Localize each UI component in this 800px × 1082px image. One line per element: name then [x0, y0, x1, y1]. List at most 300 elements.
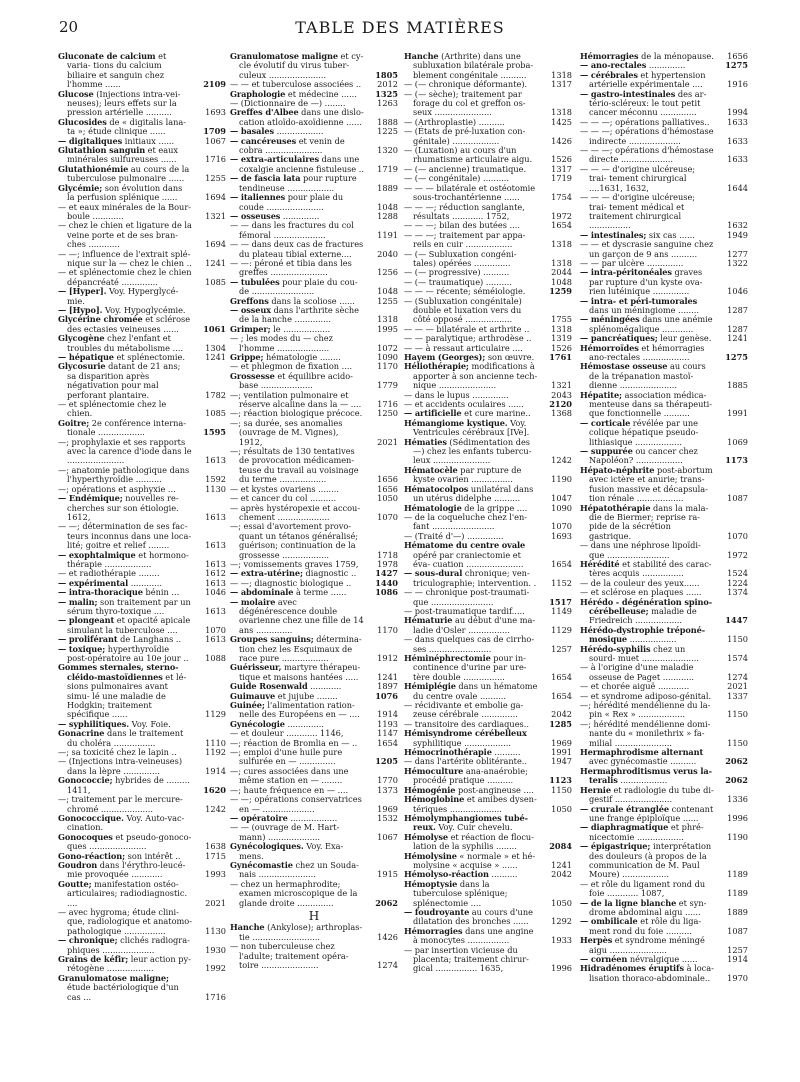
page-reference[interactable]: 2021: [377, 436, 398, 447]
page-reference[interactable]: 1996: [727, 812, 748, 823]
page-reference[interactable]: 1123: [549, 775, 572, 786]
index-entry: [580, 899, 748, 918]
page-reference[interactable]: 2021: [727, 681, 748, 692]
page-reference[interactable]: 1076: [375, 690, 398, 701]
page-reference[interactable]: 1613: [205, 511, 226, 522]
index-entry: [58, 250, 226, 269]
page-reference[interactable]: 1069: [727, 436, 748, 447]
entry-text: [580, 446, 698, 465]
page-reference[interactable]: 1933: [551, 935, 572, 946]
page-reference[interactable]: 1130: [205, 925, 226, 936]
entry-text: [404, 634, 534, 653]
page-reference[interactable]: 1050: [377, 493, 398, 504]
index-entry: [58, 776, 226, 795]
page-reference[interactable]: 1969: [551, 737, 572, 748]
entry-heading: Gonococcique.: [58, 812, 124, 823]
index-entry: [230, 240, 398, 259]
page-reference[interactable]: 1173: [725, 455, 748, 466]
page-reference[interactable]: 1613: [205, 558, 226, 569]
page-reference[interactable]: 1288: [377, 210, 398, 221]
page-reference[interactable]: 1170: [377, 624, 398, 635]
page-reference[interactable]: 1318: [551, 239, 572, 250]
page-reference[interactable]: 1318: [551, 107, 572, 118]
entry-description: dans une coxalgie ancienne fistuleuse ..: [239, 154, 364, 174]
index-entry: [580, 447, 748, 466]
index-entry: [58, 184, 226, 203]
page-reference[interactable]: 1970: [727, 972, 748, 983]
page-reference[interactable]: 1070: [205, 624, 226, 635]
entry-text: [580, 390, 712, 419]
index-entry: [404, 682, 572, 701]
page-reference[interactable]: 1654: [551, 690, 572, 701]
page-reference[interactable]: 1373: [377, 784, 398, 795]
page-reference[interactable]: 1693: [551, 530, 572, 541]
index-entry: [58, 908, 226, 936]
entry-text: [404, 851, 535, 870]
page-reference[interactable]: 1693: [205, 107, 226, 118]
page-reference[interactable]: 1088: [205, 653, 226, 663]
entry-description: interprétation des douleurs (à propos de la communication de M. Paul Moure) ..................: [589, 841, 712, 880]
page-reference[interactable]: 1085: [205, 276, 226, 287]
page-reference[interactable]: 1241: [551, 859, 572, 870]
page-reference[interactable]: 1150: [727, 709, 748, 720]
entry-text: [580, 361, 706, 390]
page-reference[interactable]: 1242: [205, 803, 226, 814]
entry-description: et cure marine..: [461, 408, 531, 419]
page-reference[interactable]: 2062: [375, 897, 398, 908]
entry-text: [580, 804, 713, 823]
page-reference[interactable]: 1694: [205, 239, 226, 250]
page-reference[interactable]: 1321: [551, 380, 572, 391]
page-reference[interactable]: 1149: [551, 605, 572, 616]
entry-description: — et splénectomie chez le chien.: [58, 399, 167, 419]
page-reference[interactable]: 1317: [551, 163, 572, 174]
page-reference[interactable]: 1930: [205, 944, 226, 955]
page-reference[interactable]: 1949: [727, 229, 748, 240]
page-reference[interactable]: 1654: [551, 558, 572, 569]
page-reference[interactable]: 2062: [725, 775, 748, 786]
page-reference[interactable]: 1991: [727, 408, 748, 419]
page-reference[interactable]: 1048: [377, 201, 398, 212]
page-reference[interactable]: 1337: [727, 690, 748, 701]
entry-text: [404, 587, 529, 606]
page-reference[interactable]: 1888: [377, 116, 398, 127]
entry-text: [580, 822, 704, 841]
entry-heading: Hépatite;: [580, 389, 622, 400]
entry-text: [58, 183, 182, 202]
page-reference[interactable]: 1709: [203, 126, 226, 137]
page-reference[interactable]: 1440: [375, 577, 398, 588]
page-reference[interactable]: 1654: [551, 671, 572, 682]
page-reference[interactable]: 1782: [205, 389, 226, 400]
page-reference[interactable]: 1241: [205, 352, 226, 362]
page-reference[interactable]: 1086: [375, 587, 398, 598]
page-reference[interactable]: 1969: [377, 803, 398, 814]
entry-description: —; opérations et asphyxie ...: [58, 483, 176, 494]
page-reference[interactable]: 1526: [551, 342, 572, 353]
entry-heading: Guérisseur,: [230, 662, 282, 673]
page-reference[interactable]: 1336: [727, 794, 748, 805]
page-reference[interactable]: 1224: [727, 577, 748, 588]
page-reference[interactable]: 1656: [377, 474, 398, 485]
page-reference[interactable]: 1274: [377, 960, 398, 970]
entry-heading: Graphologie: [230, 88, 286, 99]
entry-heading: — intestinales;: [580, 229, 647, 240]
page-reference[interactable]: 1070: [551, 521, 572, 532]
entry-heading: — épigastrique;: [580, 841, 651, 852]
index-entry: [230, 861, 398, 880]
page-reference[interactable]: 1304: [205, 342, 226, 353]
entry-heading: Hématologie: [404, 502, 462, 513]
page-reference[interactable]: 1915: [377, 869, 398, 880]
entry-text: [404, 126, 525, 145]
index-column-3: [404, 52, 572, 974]
entry-description: son traitement par un sérum thyro-toxique ....: [67, 596, 191, 616]
page-reference[interactable]: 1150: [727, 634, 748, 645]
page-reference[interactable]: 1292: [551, 916, 572, 927]
entry-heading: Goutte;: [58, 878, 92, 889]
page-reference[interactable]: 1633: [727, 135, 748, 146]
entry-heading: Hémolyse: [404, 831, 448, 842]
page-reference[interactable]: 1526: [551, 154, 572, 165]
entry-heading: — foudroyante: [404, 906, 470, 917]
page-reference[interactable]: 2021: [205, 897, 226, 908]
entry-description: —; hérédité mendélienne du la- pin « Rex » ..................: [580, 700, 711, 720]
page-reference[interactable]: 1087: [727, 493, 748, 504]
entry-heading: — toxique;: [58, 643, 106, 654]
entry-text: [404, 202, 525, 221]
entry-text: [580, 841, 711, 879]
index-entry: [404, 927, 572, 946]
page-reference[interactable]: 1754: [551, 192, 572, 203]
page-reference[interactable]: 2042: [551, 709, 572, 720]
page-reference[interactable]: 2084: [549, 841, 572, 852]
running-header: [0, 18, 800, 42]
entry-heading: Groupes sanguins;: [230, 634, 314, 645]
page-reference[interactable]: 1613: [205, 540, 226, 551]
page-reference[interactable]: 1277: [727, 248, 748, 259]
page-reference[interactable]: 1889: [377, 182, 398, 193]
page-reference[interactable]: 1656: [727, 51, 748, 61]
page-reference[interactable]: 1592: [205, 474, 226, 485]
entry-description: son intérêt ..: [125, 850, 181, 861]
page-reference[interactable]: 1287: [727, 304, 748, 315]
entry-description: ..................: [627, 634, 677, 645]
index-column-2: [230, 52, 398, 970]
index-entry: [58, 287, 226, 306]
page-reference[interactable]: 1995: [377, 323, 398, 334]
page-reference[interactable]: 1321: [205, 210, 226, 221]
page-reference[interactable]: 2062: [725, 756, 748, 767]
index-entry: [58, 974, 226, 1002]
page-reference[interactable]: 1978: [377, 558, 398, 569]
entry-description: — — paralytique; arthrodèse ..: [404, 333, 532, 344]
entry-heading: — ombilicale: [580, 916, 638, 927]
page-reference[interactable]: 1241: [727, 333, 748, 344]
page-reference[interactable]: 1996: [551, 963, 572, 974]
page-reference[interactable]: 1613: [205, 634, 226, 645]
page-reference[interactable]: 1205: [375, 756, 398, 767]
page-reference[interactable]: 1719: [377, 163, 398, 174]
page-reference[interactable]: 1654: [377, 737, 398, 748]
page-reference[interactable]: 1613: [205, 455, 226, 466]
page-reference[interactable]: 1225: [377, 126, 398, 137]
page-reference[interactable]: 1574: [727, 653, 748, 663]
page-reference[interactable]: 1322: [727, 257, 748, 268]
entry-description: graves par rupture d'un kyste ova- rien lutéinique ..............: [589, 267, 703, 297]
index-entry: [58, 268, 226, 287]
page-reference[interactable]: 1318: [551, 257, 572, 268]
page-reference[interactable]: 1426: [551, 135, 572, 146]
page-reference[interactable]: 1150: [551, 784, 572, 795]
page-reference[interactable]: 1110: [205, 737, 226, 748]
page-reference[interactable]: 1067: [205, 135, 226, 146]
entry-heading: Granulomatose maligne: [230, 51, 338, 61]
entry-description: —; sa toxicité chez le lapin ..: [58, 747, 177, 758]
page-reference[interactable]: 1061: [203, 323, 226, 334]
page-reference[interactable]: 1067: [377, 831, 398, 842]
page-reference[interactable]: 1991: [551, 747, 572, 758]
page-reference[interactable]: 1654: [551, 220, 572, 231]
page-reference[interactable]: 1047: [551, 493, 572, 504]
page-reference[interactable]: 1947: [551, 756, 572, 767]
page-reference[interactable]: 1129: [551, 624, 572, 635]
page-reference[interactable]: 1613: [205, 577, 226, 588]
entry-text: [230, 136, 345, 155]
entry-text: [58, 493, 179, 522]
page-reference[interactable]: 2040: [377, 248, 398, 259]
page-reference[interactable]: 1368: [551, 408, 572, 419]
page-reference[interactable]: 1287: [727, 323, 748, 334]
page-reference[interactable]: 1257: [727, 944, 748, 955]
page-reference[interactable]: 1715: [205, 850, 226, 861]
page-reference[interactable]: 1318: [377, 314, 398, 325]
page-reference[interactable]: 1070: [377, 511, 398, 522]
entry-heading: — syphilitiques.: [58, 718, 130, 729]
page-reference[interactable]: 1263: [377, 98, 398, 109]
page-reference[interactable]: 1070: [727, 530, 748, 541]
page-reference[interactable]: 1426: [377, 931, 398, 942]
page-reference[interactable]: 1716: [205, 154, 226, 165]
page-reference[interactable]: 1517: [549, 596, 572, 607]
page-reference[interactable]: 1241: [377, 671, 398, 682]
entry-heading: — expérimental: [58, 577, 129, 588]
page-reference[interactable]: 1259: [549, 286, 572, 297]
page-reference[interactable]: 1319: [551, 333, 572, 344]
entry-description: — chez un hermaphrodite; examen microscopique de la glande droite ..............: [230, 878, 358, 908]
entry-heading: Gonococcie;: [58, 775, 113, 786]
entry-heading: Gono-réaction;: [58, 850, 126, 861]
index-entry: [580, 344, 748, 363]
page-reference[interactable]: 1191: [377, 229, 398, 240]
page-reference[interactable]: 1130: [205, 483, 226, 494]
page-reference[interactable]: 1241: [205, 257, 226, 268]
entry-text: [580, 559, 712, 578]
index-entry: [580, 786, 748, 805]
page-reference[interactable]: 1318: [551, 69, 572, 80]
page-reference[interactable]: 1050: [551, 803, 572, 814]
page-reference[interactable]: 1256: [377, 267, 398, 278]
page-reference[interactable]: 1320: [377, 145, 398, 156]
page-reference[interactable]: 1885: [727, 380, 748, 391]
page-reference[interactable]: 1374: [727, 587, 748, 598]
entry-description: — (— congénitale) ..........: [404, 173, 509, 184]
entry-text: [58, 813, 184, 832]
page-reference[interactable]: 1914: [205, 765, 226, 776]
index-entry: [404, 701, 572, 720]
page-reference[interactable]: 1972: [551, 210, 572, 221]
page-reference[interactable]: 2120: [549, 399, 572, 410]
page-reference[interactable]: 1242: [551, 455, 572, 466]
entry-text: [230, 634, 362, 663]
page-reference[interactable]: 1993: [205, 869, 226, 880]
page-reference[interactable]: 1255: [205, 173, 226, 184]
index-entry: [404, 184, 572, 203]
page-reference[interactable]: 1613: [205, 605, 226, 616]
page-reference[interactable]: 1193: [377, 718, 398, 729]
page-reference[interactable]: 1633: [727, 116, 748, 127]
page-reference[interactable]: 1285: [549, 718, 572, 729]
entry-description: Voy. Foie.: [129, 718, 171, 729]
page-reference[interactable]: 1046: [727, 286, 748, 297]
page-reference[interactable]: 1779: [377, 380, 398, 391]
page-reference[interactable]: 2042: [551, 869, 572, 880]
page-reference[interactable]: 1612: [205, 568, 226, 579]
page-reference[interactable]: 1152: [551, 577, 572, 588]
page-reference[interactable]: 1048: [377, 286, 398, 297]
entry-description: ..............: [646, 60, 686, 71]
entry-text: [580, 164, 695, 193]
page-reference[interactable]: 1325: [375, 88, 398, 99]
page-reference[interactable]: 1972: [727, 549, 748, 560]
entry-heading: Hémostase osseuse: [580, 361, 668, 372]
page-reference[interactable]: 2012: [377, 79, 398, 90]
entry-text: [230, 192, 343, 211]
page-reference[interactable]: 1719: [551, 173, 572, 184]
page-reference[interactable]: 1889: [727, 906, 748, 917]
page-reference[interactable]: 1805: [375, 69, 398, 80]
entry-heading: Hématocolpos: [404, 483, 469, 494]
page-reference[interactable]: 1085: [205, 408, 226, 419]
page-reference[interactable]: 1912: [377, 653, 398, 663]
entry-text: [58, 145, 178, 164]
page-reference[interactable]: 1318: [551, 323, 572, 334]
page-reference[interactable]: 1050: [551, 897, 572, 908]
page-reference[interactable]: 1694: [205, 192, 226, 203]
page-reference[interactable]: 2044: [551, 267, 572, 278]
index-entry: [58, 466, 226, 485]
page-reference[interactable]: 1447: [725, 615, 748, 626]
page-reference[interactable]: 1072: [377, 342, 398, 353]
index-entry: [404, 635, 572, 654]
page-reference[interactable]: 1633: [727, 154, 748, 165]
page-reference[interactable]: 1189: [727, 869, 748, 880]
page-reference[interactable]: 1250: [377, 408, 398, 419]
page-reference[interactable]: 1644: [727, 182, 748, 193]
page-reference[interactable]: 1048: [551, 276, 572, 287]
entry-heading: — sous-dural: [404, 568, 463, 579]
page-reference[interactable]: 1595: [203, 427, 226, 438]
page-reference[interactable]: 1620: [203, 784, 226, 795]
page-reference[interactable]: 1632: [727, 220, 748, 231]
page-reference[interactable]: 1257: [551, 643, 572, 654]
page-reference[interactable]: 1755: [551, 314, 572, 325]
page-reference[interactable]: 1129: [205, 709, 226, 720]
entry-text: [404, 832, 534, 851]
page-reference[interactable]: 1150: [727, 737, 748, 748]
page-reference[interactable]: 1718: [377, 549, 398, 560]
entry-text: [58, 973, 179, 1002]
page-reference[interactable]: 1147: [377, 728, 398, 739]
entry-text: [58, 860, 185, 879]
page-reference[interactable]: 1656: [377, 483, 398, 494]
page-reference[interactable]: 1761: [549, 352, 572, 362]
page-reference[interactable]: 1425: [551, 116, 572, 127]
page-reference[interactable]: 1427: [375, 568, 398, 579]
entry-text: [58, 832, 191, 851]
entry-description: martyre thérapeu- tique et maisons hantées .....: [239, 662, 361, 682]
page-reference[interactable]: 1532: [377, 812, 398, 823]
page-reference[interactable]: 1716: [205, 991, 226, 1002]
entry-description: au cours de la tuberculose pulmonaire ......: [67, 163, 190, 184]
page-reference[interactable]: 1190: [727, 831, 748, 842]
page-reference[interactable]: 1090: [551, 502, 572, 513]
index-entry: [230, 193, 398, 212]
entry-heading: Hémisyndrome cérébelleux: [404, 728, 527, 739]
entry-description: clichés radiogra- phiques ....................: [67, 935, 190, 955]
page-reference[interactable]: 1992: [205, 963, 226, 974]
entry-description: — et douleur ............ 1146,: [230, 728, 344, 739]
index-entry: [230, 306, 398, 325]
page-reference[interactable]: 1914: [727, 954, 748, 964]
entry-description: chronique; ven- triculographie; intervention. .: [413, 568, 537, 588]
page-reference[interactable]: 1192: [205, 747, 226, 758]
page-reference[interactable]: 1994: [727, 107, 748, 118]
index-entry: [58, 955, 226, 974]
entry-heading: Gynécologiques.: [230, 841, 304, 852]
page-reference[interactable]: 1716: [377, 399, 398, 410]
page-reference[interactable]: 1770: [377, 775, 398, 786]
index-entry: [230, 663, 398, 682]
entry-text: [58, 954, 191, 973]
page-reference[interactable]: 1087: [727, 925, 748, 936]
page-reference[interactable]: 1189: [727, 888, 748, 899]
entry-description: post-abortum avec ictère et anurie; trans- fusion massive et décapsula- tion rénale ..................: [589, 464, 713, 504]
entry-heading: Hémoculture: [404, 765, 464, 776]
page-reference[interactable]: 1897: [377, 681, 398, 692]
entry-heading: Hématurie: [404, 615, 453, 626]
page-reference[interactable]: 1275: [725, 352, 748, 362]
page-reference[interactable]: 1046: [205, 587, 226, 598]
page-reference[interactable]: 1090: [377, 352, 398, 362]
page-reference[interactable]: 1170: [377, 361, 398, 372]
page-reference[interactable]: 1914: [377, 709, 398, 720]
page-reference[interactable]: 1524: [727, 568, 748, 579]
entry-description: — et kystes ovariens ........: [230, 483, 339, 494]
index-entry: [230, 447, 398, 485]
page-reference[interactable]: 1275: [725, 60, 748, 71]
page-reference[interactable]: 1190: [551, 474, 572, 485]
page-reference[interactable]: 1255: [377, 295, 398, 306]
page-reference[interactable]: 1916: [727, 79, 748, 90]
page-reference[interactable]: 1317: [551, 79, 572, 90]
page-reference[interactable]: 2109: [203, 79, 226, 90]
entry-text: [58, 399, 166, 418]
page-reference[interactable]: 2043: [551, 389, 572, 400]
page-reference[interactable]: 1638: [205, 841, 226, 852]
page-reference[interactable]: 1274: [727, 671, 748, 682]
index-entry: [580, 598, 748, 626]
